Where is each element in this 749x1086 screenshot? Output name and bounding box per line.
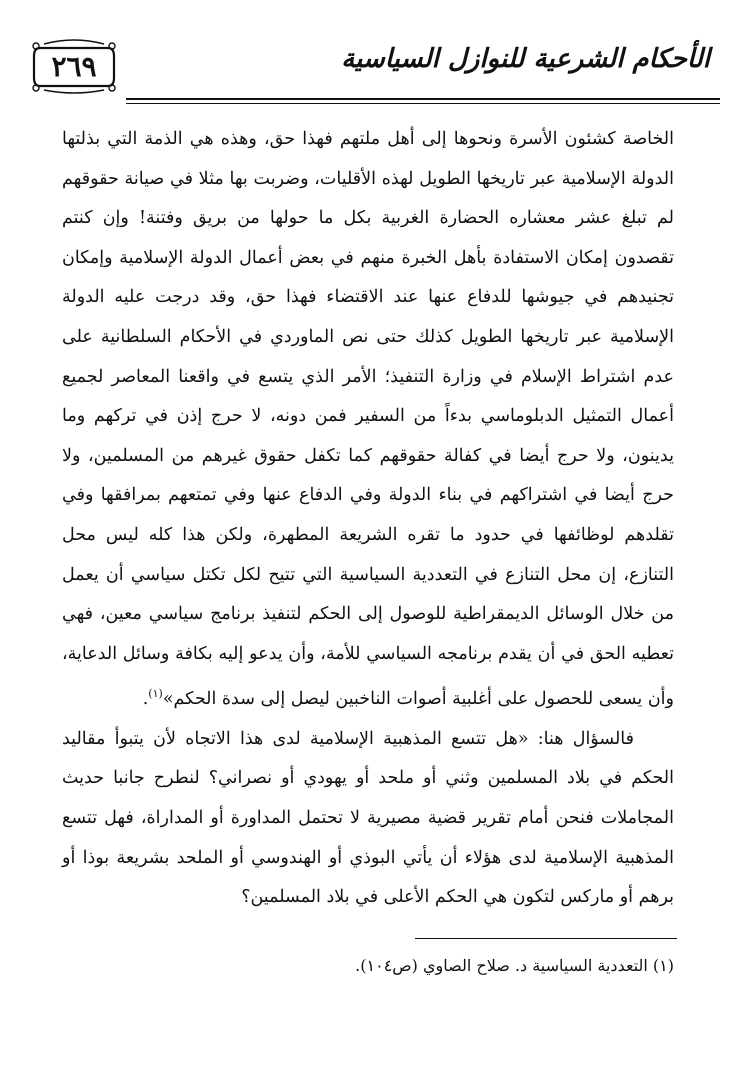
paragraph-text: الخاصة كشئون الأسرة ونحوها إلى أهل ملتهم فهذا حق، وهذه هي الذمة التي بذلتها الدولة الإسلامية عبر تاريخها الطويل لهذه الأقليات، وضربت بها مثلا في صيانة حقوقهم لم تبلغ عشر معشاره الحضارة الغربية بكل ما حولها من بريق وفتنة! وإن كنتم تقصدون إمكان الاستفادة بأهل الخبرة منهم في بعض أعمال الدولة الإسلامية وإمكان تجنيدهم في جيوشها للدفاع عنها عند الاقتضاء فهذا حق، وقد درجت عليه الدولة الإسلامية عبر تاريخها الطويل كذلك حتى نص الماوردي في الأحكام السلطانية على عدم اشتراط الإسلام في وزارة التنفيذ؛ الأمر الذي يتسع في واقعنا المعاصر لجميع أعمال التمثيل الدبلوماسي بدءاً من السفير فمن دونه، لا حرج إذن في تركهم وما يدينون، ولا حرج أيضا في كفالة حقوقهم كما تكفل حقوق غيرهم من المسلمين، ولا حرج أيضا في اشتراكهم في بناء الدولة وفي الدفاع عنها وفي تمتعهم بمرافقها وفي تقلدهم لوظائفها في حدود ما تقره الشريعة المطهرة، ولكن هذا كله ليس محل التنازع، إن محل التنازع في التعددية السياسية التي تتيح لكل تكتل سياسي أن يعمل من خلال الوسائل الديمقراطية للوصول إلى الحكم لتنفيذ برنامج سياسي معين، فهي تعطيه الحق في أن يقدم برنامجه السياسي للأمة، وأن يدعو إليه بكافة وسائل الدعاية، وأن يسعى للحصول على أغلبية أصوات الناخبين ليصل إلى سدة الحكم»	[62, 129, 674, 710]
footnote: (١) التعددية السياسية د. صلاح الصاوي (ص١٠٤).	[355, 956, 674, 975]
header-divider	[126, 98, 720, 100]
page-header	[30, 32, 720, 98]
paragraph	[62, 720, 674, 918]
main-text	[62, 120, 674, 918]
running-title: الأحكام الشرعية للنوازل السياسية	[341, 44, 710, 74]
page-number-frame	[30, 38, 118, 94]
paragraph-end: .	[142, 689, 149, 710]
paragraph	[62, 120, 674, 720]
page-number: ٢٦٩	[51, 49, 97, 83]
footnote-divider	[415, 938, 677, 939]
paragraph-text: فالسؤال هنا: «هل تتسع المذهبية الإسلامية لدى هذا الاتجاه لأن يتبوأ مقاليد الحكم في بلاد المسلمين وثني أو ملحد أو يهودي أو نصراني؟ لنطرح جانبا حديث المجاملات فنحن أمام تقرير قضية مصيرية لا تحتمل المداورة أو المداراة، فهل تتسع المذهبية الإسلامية لدى هؤلاء أن يأتي البوذي أو الهندوسي أو الملحد بشريعة بوذا أو برهم أو ماركس لتكون هي الحكم الأعلى في بلاد المسلمين؟	[62, 728, 674, 908]
header-divider-thin	[126, 103, 720, 104]
footnote-reference: (١)	[148, 687, 163, 701]
